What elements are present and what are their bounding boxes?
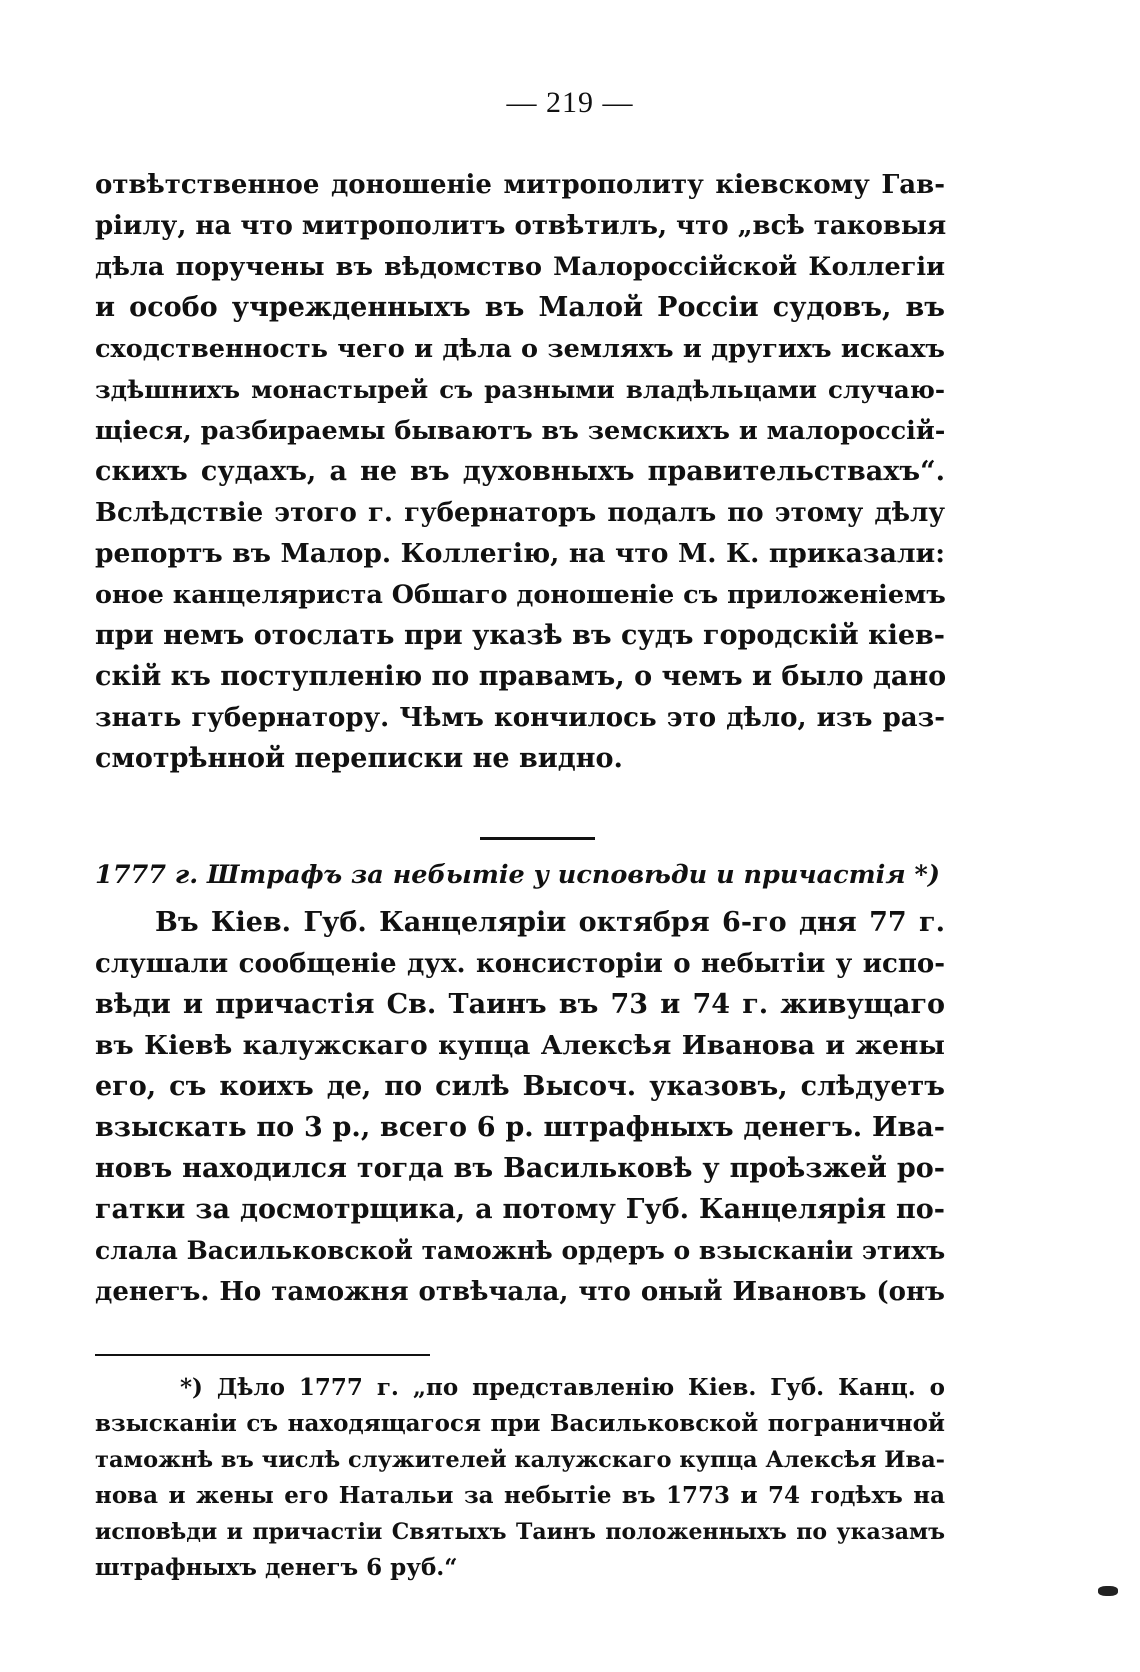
- body-line: скій къ поступленію по правамъ, о чемъ и было дано: [95, 661, 947, 692]
- section-line: денегъ. Но таможня отвѣчала, что оный Ивановъ (онъ: [95, 1277, 945, 1307]
- section-line: слала Васильковской таможнѣ ордеръ о взысканіи этихъ: [95, 1236, 946, 1265]
- body-line: Вслѣдствіе этого г. губернаторъ подалъ по этому дѣлу: [95, 498, 945, 528]
- body-line: знать губернатору. Чѣмъ кончилось это дѣло, изъ раз-: [95, 703, 945, 733]
- section-line: его, съ коихъ де, по силѣ Высоч. указовъ, слѣдуетъ: [95, 1071, 945, 1102]
- section-line: новъ находился тогда въ Васильковѣ у проѣзжей ро-: [95, 1153, 945, 1184]
- footnote-divider: [95, 1354, 430, 1356]
- body-line: смотрѣнной переписки не видно.: [95, 743, 623, 774]
- section-line: слушали сообщеніе дух. консисторіи о небытіи у испо-: [95, 949, 945, 979]
- body-line: оное канцеляриста Обшаго доношеніе съ приложеніемъ: [95, 580, 946, 610]
- body-line: сходственность чего и дѣла о земляхъ и другихъ искахъ: [95, 334, 945, 364]
- body-line: репортъ въ Малор. Коллегію, на что М. К. приказали:: [95, 538, 945, 569]
- ink-smudge-mark: [1098, 1586, 1118, 1596]
- section-divider: [480, 837, 595, 840]
- body-line: отвѣтственное доношеніе митрополиту кіевскому Гав-: [95, 170, 945, 200]
- footnote-line: нова и жены его Натальи за небытіе въ 1773 и 74 годѣхъ на: [95, 1482, 945, 1509]
- footnote-line: таможнѣ въ числѣ служителей калужскаго купца Алексѣя Ива-: [95, 1447, 946, 1473]
- footnote-line: *) Дѣло 1777 г. „по представленію Кіев. Губ. Канц. о: [180, 1374, 945, 1401]
- body-line: здѣшнихъ монастырей съ разными владѣльцами случаю-: [95, 375, 945, 404]
- body-line: скихъ судахъ, а не въ духовныхъ правительствахъ“.: [95, 456, 945, 487]
- footnote-line: взысканіи съ находящагося при Васильковской пограничной: [95, 1410, 945, 1437]
- page-number: — 219 —: [506, 86, 634, 119]
- footnote-line: штрафныхъ денегъ 6 руб.“: [95, 1554, 458, 1581]
- footnote-line: исповѣди и причастіи Святыхъ Таинъ положенныхъ по указамъ: [95, 1519, 945, 1545]
- section-line: вѣди и причастія Св. Таинъ въ 73 и 74 г. живущаго: [95, 989, 945, 1020]
- section-line: въ Кіевѣ калужскаго купца Алексѣя Иванова и жены: [95, 1030, 945, 1061]
- body-line: дѣла поручены въ вѣдомство Малороссійской Коллегіи: [95, 252, 945, 282]
- section-line: взыскать по 3 р., всего 6 р. штрафныхъ денегъ. Ива-: [95, 1112, 945, 1143]
- section-heading: 1777 г. Штрафъ за небытіе у исповѣди и причастія *): [95, 860, 940, 890]
- section-line: гатки за досмотрщика, а потому Губ. Канцелярія по-: [95, 1194, 945, 1225]
- body-line: и особо учрежденныхъ въ Малой Россіи судовъ, въ: [95, 292, 945, 323]
- body-line: ріилу, на что митрополитъ отвѣтилъ, что „всѣ таковыя: [95, 211, 947, 241]
- body-line: щіеся, разбираемы бываютъ въ земскихъ и малороссій-: [95, 416, 946, 446]
- body-line: при немъ отослать при указѣ въ судъ городскій кіев-: [95, 620, 945, 651]
- section-line: Въ Кіев. Губ. Канцеляріи октября 6-го дня 77 г.: [155, 907, 945, 938]
